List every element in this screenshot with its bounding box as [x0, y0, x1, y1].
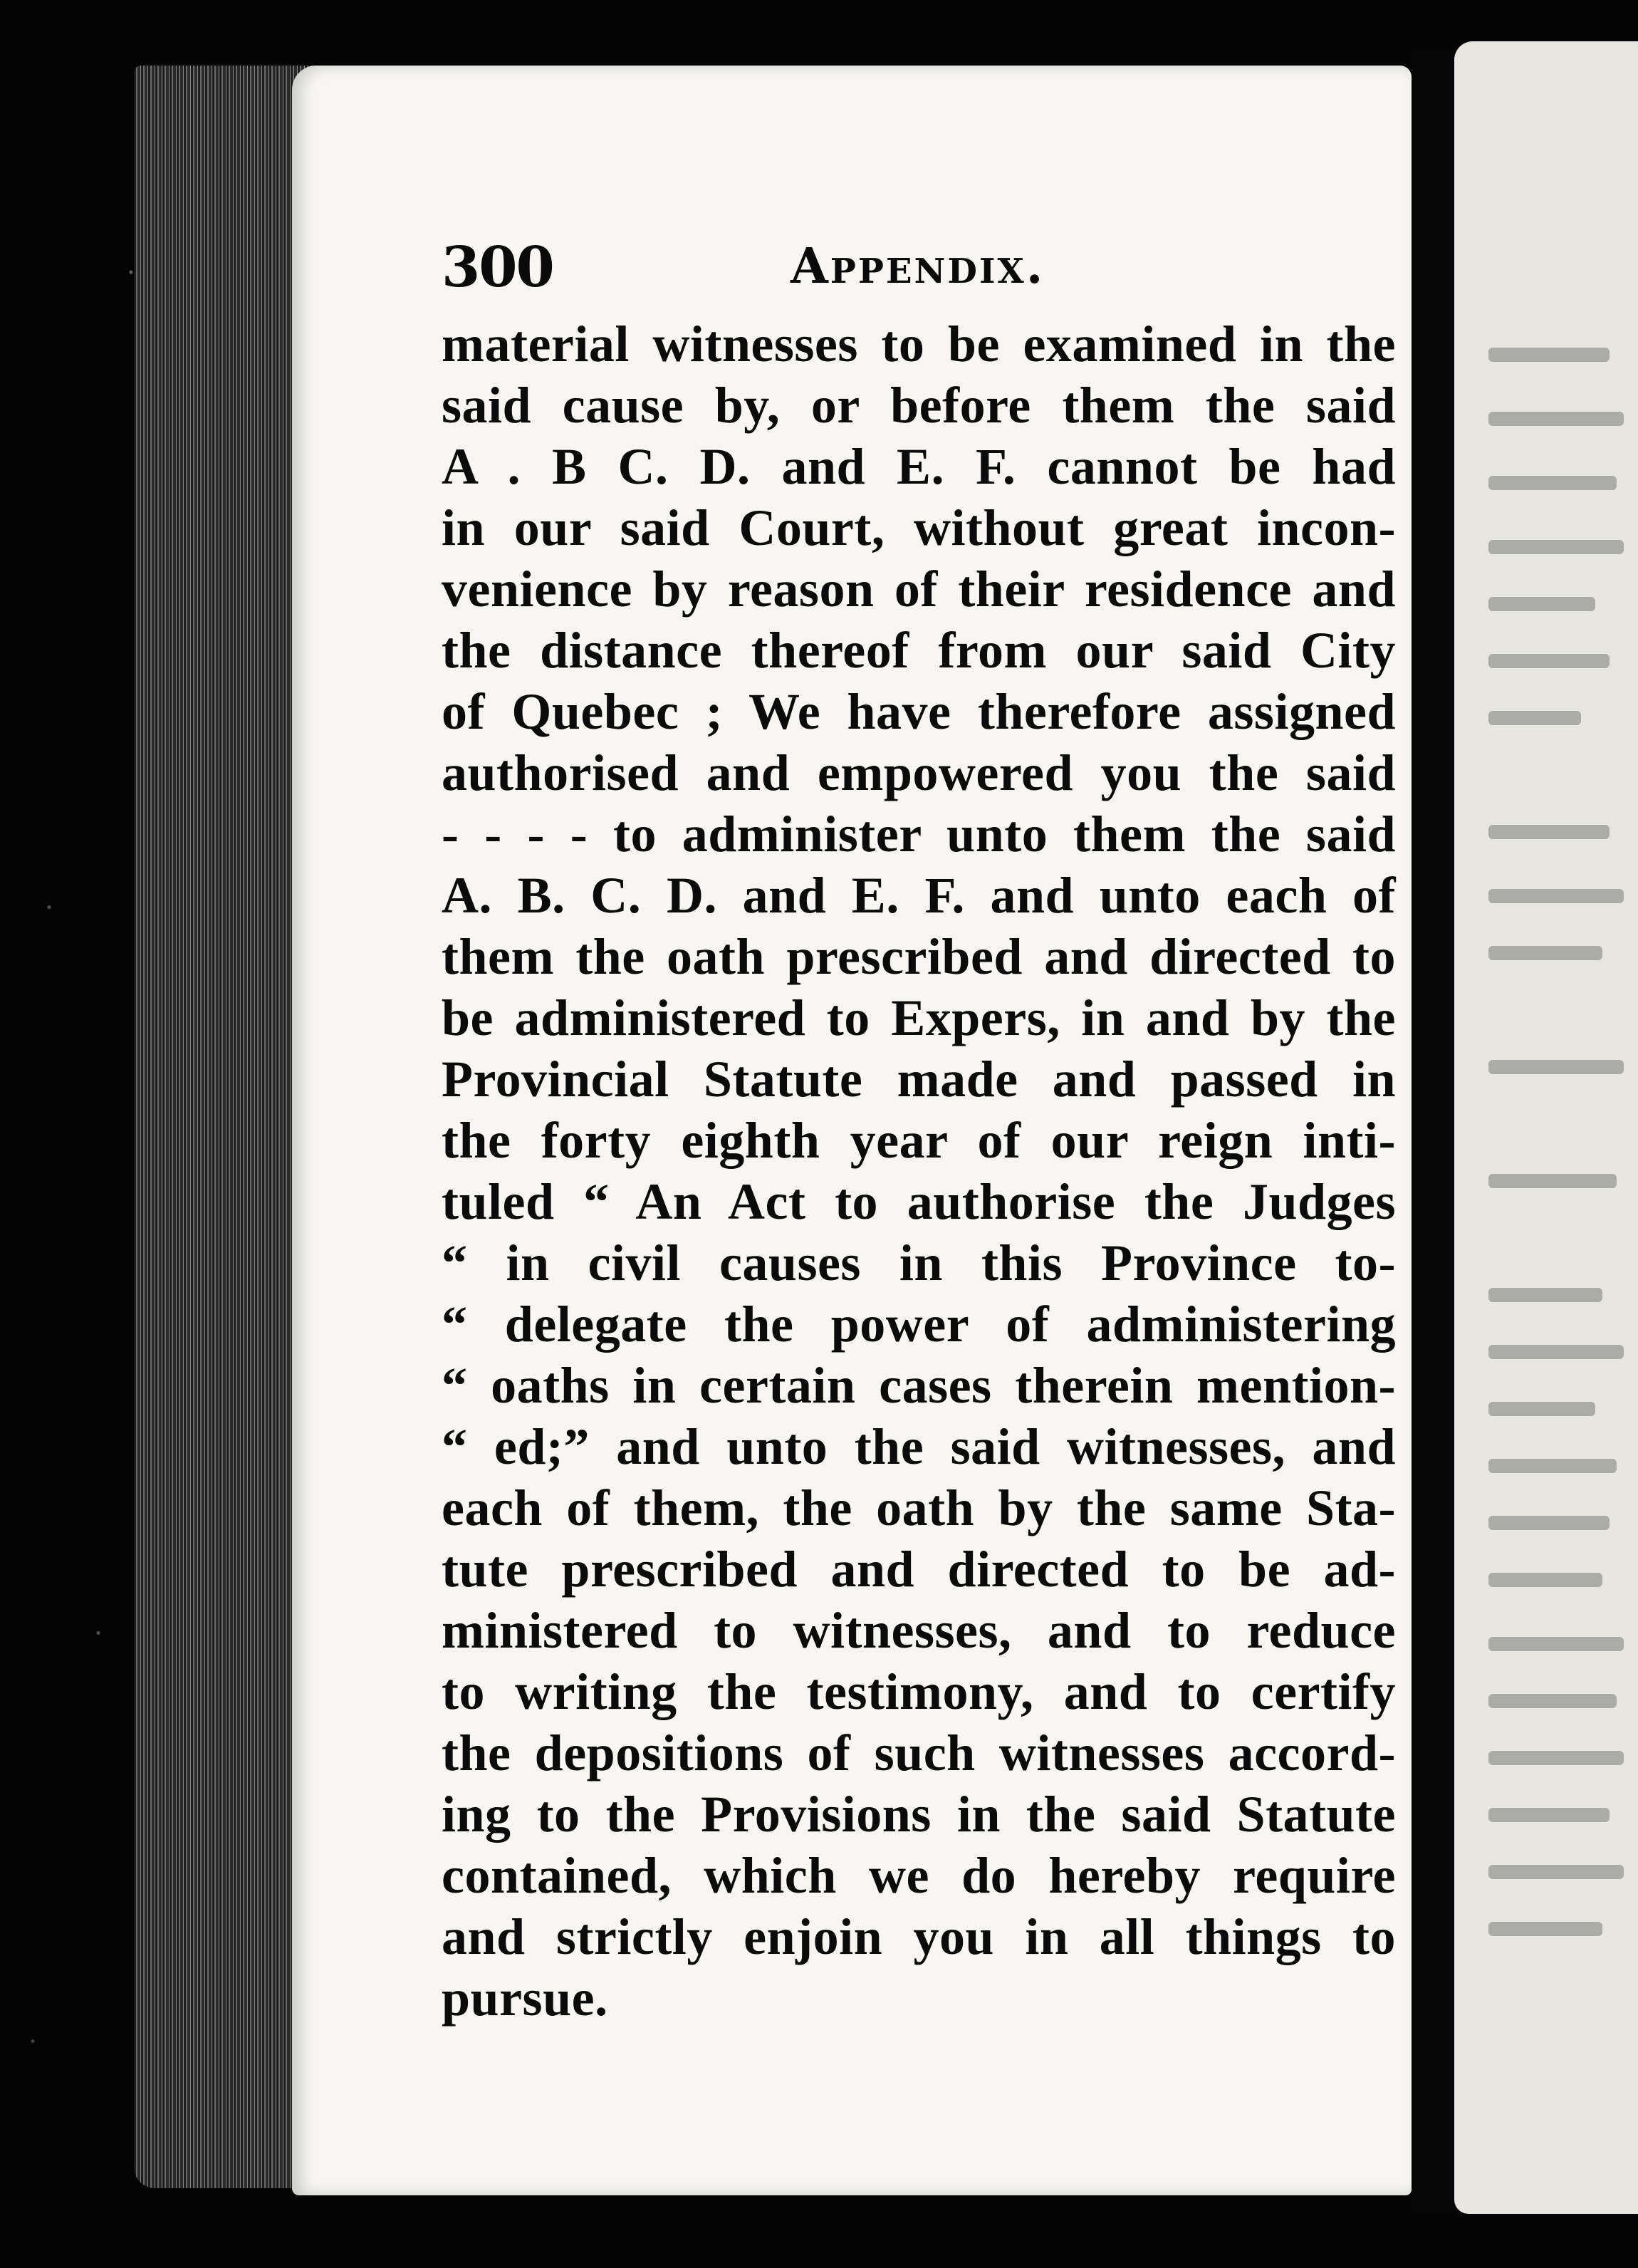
text-line: tuled “ An Act to authorise the Judges: [442, 1173, 1396, 1230]
facing-page-faded-line: [1488, 711, 1581, 725]
facing-page-faded-line: [1488, 1174, 1617, 1188]
facing-page-faded-line: [1488, 889, 1624, 903]
facing-page-faded-line: [1488, 1459, 1617, 1473]
text-line: the distance thereof from our said City: [442, 622, 1396, 679]
text-line: “ ed;” and unto the said witnesses, and: [442, 1418, 1396, 1475]
facing-page: [1454, 41, 1638, 2214]
facing-page-faded-line: [1488, 412, 1624, 426]
facing-page-faded-line: [1488, 946, 1602, 960]
text-line: said cause by, or before them the said: [442, 377, 1396, 434]
facing-page-faded-line: [1488, 1922, 1602, 1936]
text-line: A . B C. D. and E. F. cannot be had: [442, 438, 1396, 495]
spine-gutter: [1412, 50, 1454, 2215]
facing-page-faded-line: [1488, 597, 1595, 611]
text-line: A. B. C. D. and E. F. and unto each of: [442, 867, 1396, 924]
facing-page-faded-line: [1488, 540, 1624, 554]
text-line: each of them, the oath by the same Sta-: [442, 1479, 1396, 1536]
text-line: “ delegate the power of administering: [442, 1296, 1396, 1353]
facing-page-faded-line: [1488, 1808, 1610, 1822]
text-line: ministered to witnesses, and to reduce: [442, 1602, 1396, 1659]
text-line: of Quebec ; We have therefore assigned: [442, 683, 1396, 740]
text-line: the depositions of such witnesses accord-: [442, 1725, 1396, 1781]
text-line: venience by reason of their residence and: [442, 561, 1396, 618]
text-line: in our said Court, without great incon-: [442, 499, 1396, 556]
facing-page-faded-line: [1488, 1865, 1624, 1879]
running-head: [442, 235, 1382, 313]
facing-page-faded-line: [1488, 1637, 1624, 1651]
facing-page-faded-line: [1488, 1694, 1617, 1708]
facing-page-faded-line: [1488, 654, 1610, 668]
text-line: tute prescribed and directed to be ad-: [442, 1541, 1396, 1598]
facing-page-faded-line: [1488, 1345, 1624, 1359]
text-line: “ in civil causes in this Province to-: [442, 1234, 1396, 1291]
text-line: Provincial Statute made and passed in: [442, 1051, 1396, 1108]
facing-page-faded-line: [1488, 1516, 1610, 1530]
text-line: pursue.: [442, 1970, 608, 2027]
text-line: them the oath prescribed and directed to: [442, 928, 1396, 985]
facing-page-faded-line: [1488, 348, 1610, 362]
text-line: - - - - to administer unto them the said: [442, 806, 1396, 863]
facing-page-faded-line: [1488, 1060, 1624, 1074]
text-line: contained, which we do hereby require: [442, 1847, 1396, 1904]
text-line: ing to the Provisions in the said Statute: [442, 1786, 1396, 1843]
page-number: 300: [442, 235, 553, 300]
facing-page-faded-line: [1488, 476, 1617, 490]
text-line: material witnesses to be examined in the: [442, 316, 1396, 373]
facing-page-faded-line: [1488, 1402, 1595, 1416]
facing-page-faded-line: [1488, 1751, 1624, 1765]
text-line: be administered to Expers, in and by the: [442, 989, 1396, 1046]
section-title: Appendix.: [791, 238, 1045, 295]
facing-page-faded-line: [1488, 1573, 1602, 1587]
facing-page-faded-line: [1488, 1288, 1602, 1302]
text-line: authorised and empowered you the said: [442, 744, 1396, 801]
text-line: the forty eighth year of our reign inti-: [442, 1112, 1396, 1169]
text-line: “ oaths in certain cases therein mention-: [442, 1357, 1396, 1414]
text-line: to writing the testimony, and to certify: [442, 1663, 1396, 1720]
facing-page-faded-line: [1488, 825, 1610, 839]
text-line: and strictly enjoin you in all things to: [442, 1908, 1396, 1965]
body-text: [442, 313, 1396, 2029]
